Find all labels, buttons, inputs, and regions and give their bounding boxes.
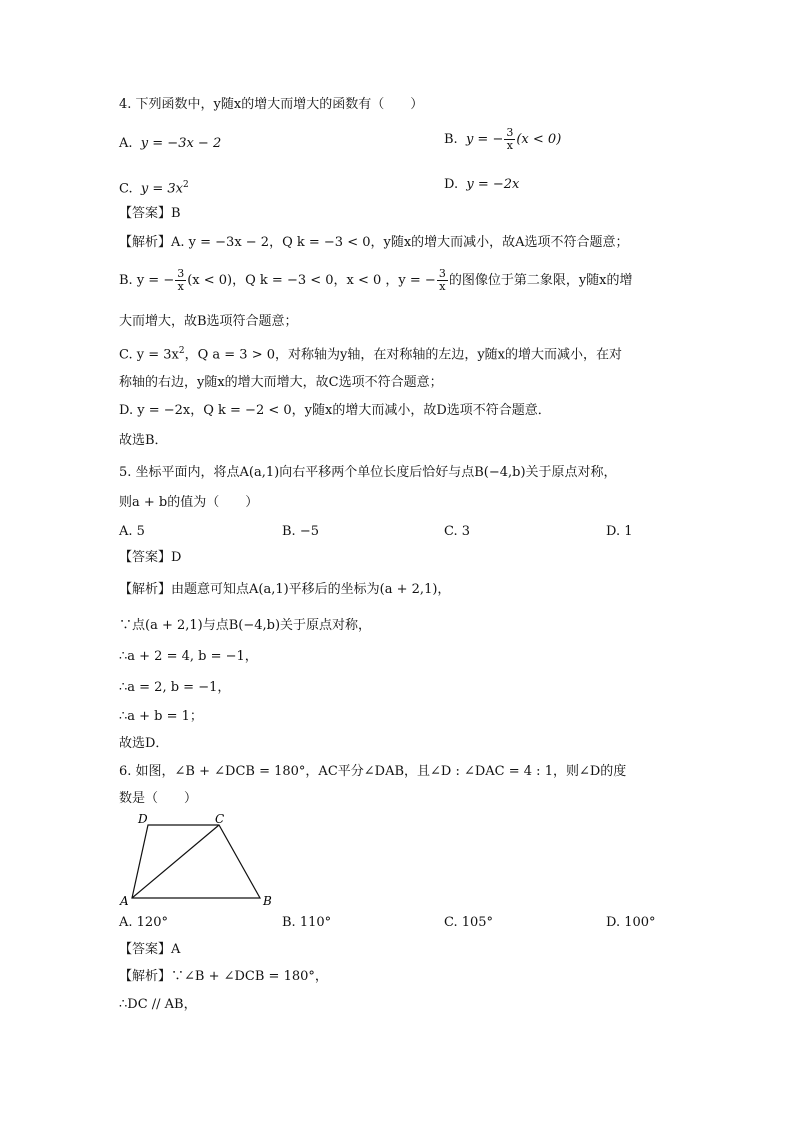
fraction: $\frac{3}{x}$ [506, 126, 514, 152]
q4-analysis-line: D. y = −2x，Q k = −2 < 0，y随x的增大而减小，故D选项不符合题意． [119, 403, 551, 418]
trapezoid-abcd [132, 825, 260, 898]
q5-answer: 【答案】D [119, 550, 182, 565]
q5-analysis-line: ∴a + b = 1； [119, 709, 203, 724]
q5-option-d: D. 1 [606, 524, 633, 539]
q5-analysis-line: ∴a = 2, b = −1， [119, 680, 231, 695]
q4-analysis-line: 大而增大，故B选项符合题意； [119, 314, 298, 329]
q5-option-a: A. 5 [119, 524, 145, 539]
q4-stem: 4. 下列函数中，y随x的增大而增大的函数有（ ） [119, 97, 424, 112]
q4-analysis-line: B. y = − $\frac{3}{x}$ (x < 0)，Q k = −3 < 0，x < 0 ，y = − $\frac{3}{x}$ 的图像位于第二象限，y随x的增 [119, 267, 633, 293]
q6-option-c: C. 105° [444, 915, 494, 930]
q6-stem: 6. 如图，∠B + ∠DCB = 180°，AC平分∠DAB，且∠D : ∠DAC = 4 : 1，则∠D的度 [119, 764, 627, 779]
q4-option-a: A. y = −3x − 2 [119, 136, 222, 151]
q4-option-d: D. y = −2x [444, 177, 520, 192]
q4-answer: 【答案】B [119, 206, 181, 221]
q6-analysis-line: ∴DC // AB， [119, 997, 197, 1012]
q5-stem: 则a + b的值为（ ） [119, 495, 259, 510]
q6-option-b: B. 110° [282, 915, 332, 930]
q6-option-d: D. 100° [606, 915, 656, 930]
q5-conclusion: 故选D． [119, 736, 169, 751]
q4-analysis-line: 【解析】A. y = −3x − 2，Q k = −3 < 0，y随x的增大而减小，故A选项不符合题意； [119, 235, 629, 250]
q5-option-b: B. −5 [282, 524, 319, 539]
fraction: $\frac{3}{x}$ [438, 267, 446, 293]
vertex-label-b: B [263, 894, 272, 908]
q5-analysis-line: 【解析】由题意可知点A(a,1)平移后的坐标为(a + 2,1)， [119, 582, 451, 597]
q6-answer: 【答案】A [119, 942, 181, 957]
q5-analysis-line: ∴a + 2 = 4, b = −1， [119, 649, 258, 664]
vertex-label-a: A [120, 894, 129, 908]
q5-stem: 5. 坐标平面内，将点A(a,1)向右平移两个单位长度后恰好与点B(−4,b)关于原点对称， [119, 465, 617, 480]
trapezoid-figure [118, 812, 278, 908]
q4-option-c: C. $y = 3x^2$ [119, 180, 189, 197]
q5-option-c: C. 3 [444, 524, 471, 539]
vertex-label-d: D [138, 812, 148, 826]
q4-analysis-line: 称轴的右边，y随x的增大而增大，故C选项不符合题意； [119, 375, 443, 390]
q4-option-b: B. y = − $\frac{3}{x}$ (x < 0) [444, 126, 562, 152]
q5-analysis-line: ∵点(a + 2,1)与点B(−4,b)关于原点对称， [119, 618, 372, 633]
q4-analysis-line: C. $y = 3x^2$，Q a = 3 > 0，对称轴为y轴，在对称轴的左边，y随x的增大而减小，在对 [119, 346, 623, 363]
q6-option-a: A. 120° [119, 915, 168, 930]
fraction: $\frac{3}{x}$ [177, 267, 185, 293]
vertex-label-c: C [215, 812, 225, 826]
q4-conclusion: 故选B． [119, 433, 168, 448]
q6-analysis-line: 【解析】∵∠B + ∠DCB = 180°， [119, 969, 328, 984]
q6-stem: 数是（ ） [119, 791, 198, 806]
